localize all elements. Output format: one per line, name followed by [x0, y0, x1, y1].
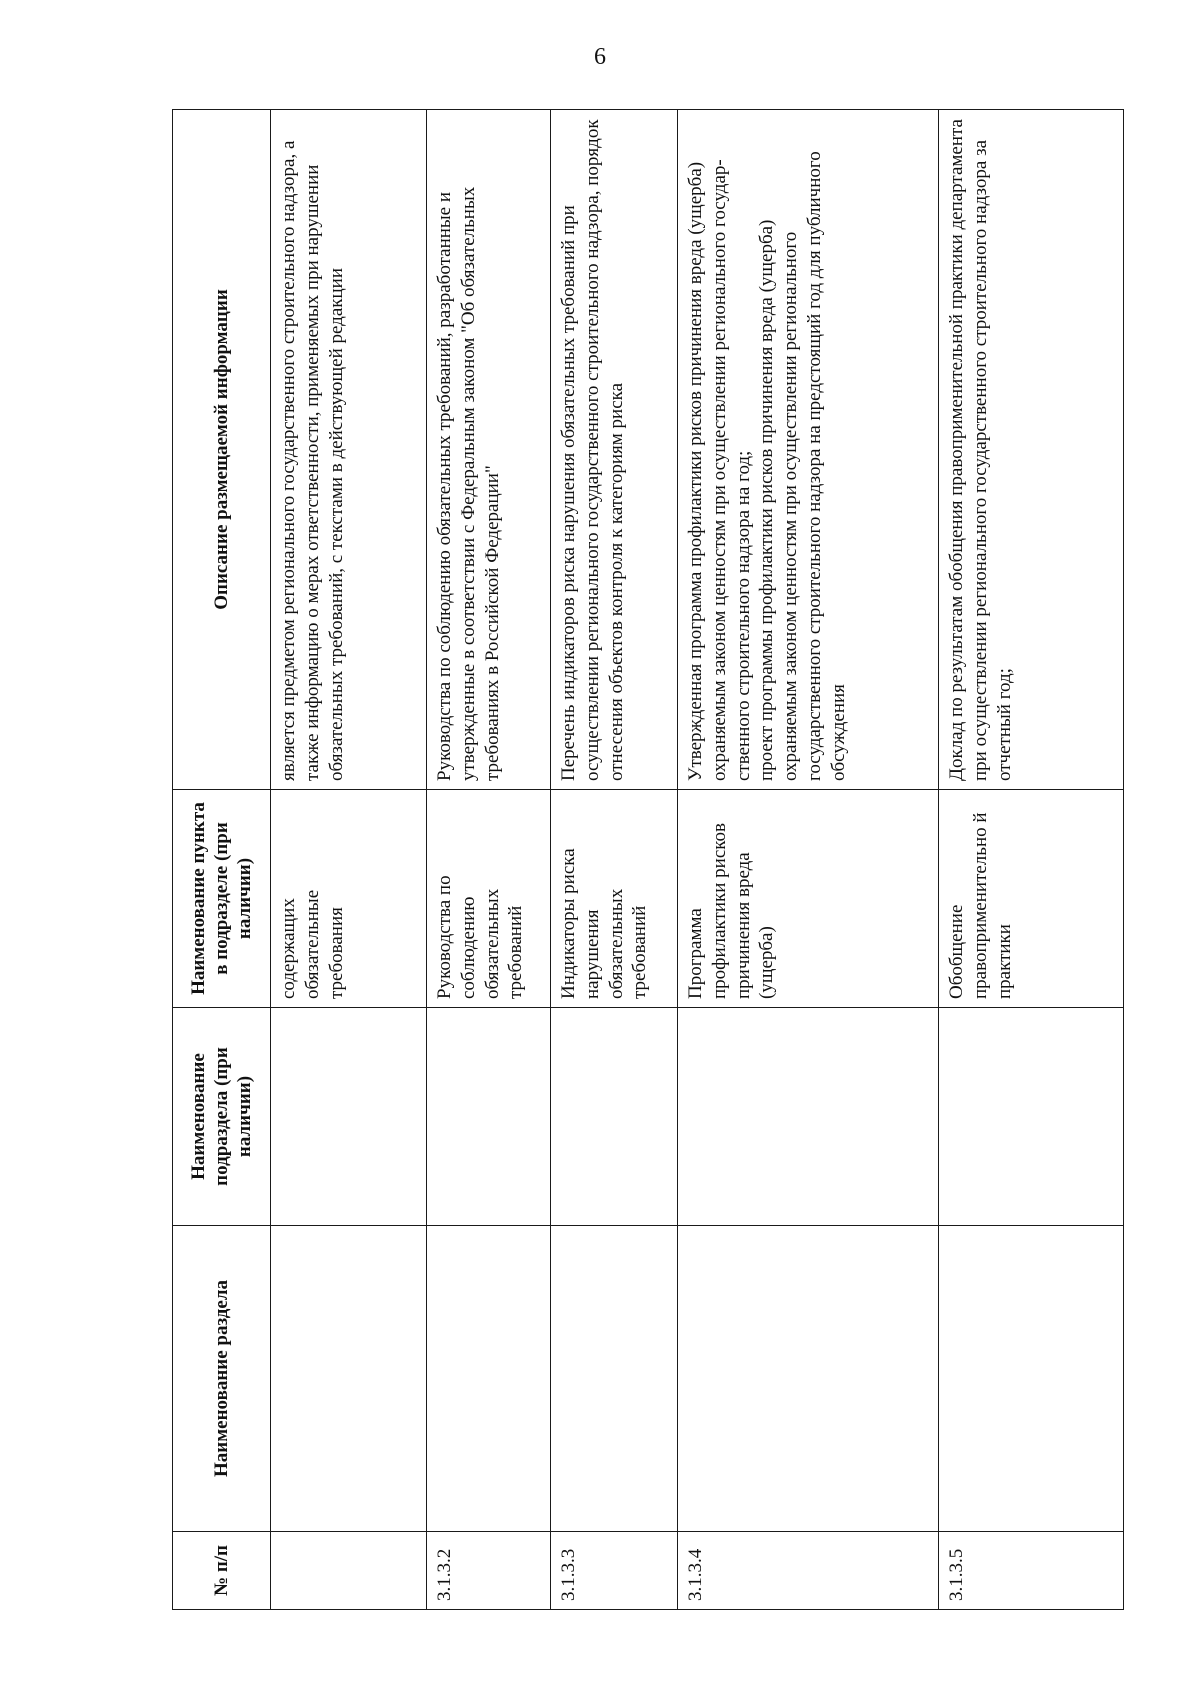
cell-section	[678, 1226, 939, 1532]
information-table	[172, 109, 1124, 1610]
header-num: № п/п	[173, 1532, 271, 1610]
description-paragraph: проект программы профилактики рисков причинения вреда (ущерба) охраняемым законом ценностям при осуществлении регионального государственного строительного надзора на предстоящий год для публичного обсуждения	[756, 151, 849, 781]
table-row	[271, 110, 427, 1610]
cell-subsection	[678, 1008, 939, 1226]
table-row	[551, 110, 678, 1610]
cell-num: 3.1.3.4	[678, 1532, 939, 1610]
cell-subsection	[427, 1008, 551, 1226]
table-row	[678, 110, 939, 1610]
table-header-row	[173, 110, 271, 1610]
cell-item: Обобщение правоприменительно й практики	[939, 790, 1124, 1008]
cell-description: Доклад по результатам обобщения правоприменительной практики департамента при осуществлении регионального государственного строительного надзора за отчетный год;	[939, 110, 1124, 790]
table-row	[427, 110, 551, 1610]
header-section: Наименование раздела	[173, 1226, 271, 1532]
cell-num	[271, 1532, 427, 1610]
cell-item: содержащих обязательные требования	[271, 790, 427, 1008]
rotated-table-container	[172, 110, 1123, 1610]
header-description: Описание размещаемой информации	[173, 110, 271, 790]
cell-section	[427, 1226, 551, 1532]
cell-subsection	[939, 1008, 1124, 1226]
page-number: 6	[594, 44, 606, 70]
cell-item: Руководства по соблюдению обязательных требований	[427, 790, 551, 1008]
cell-subsection	[551, 1008, 678, 1226]
cell-description: Перечень индикаторов риска нарушения обязательных требований при осуществлении регионального государственного строительного надзора, порядок отнесения объектов контроля к категориям риска	[551, 110, 678, 790]
header-subsection: Наименование подраздела (при наличии)	[173, 1008, 271, 1226]
table-row	[939, 110, 1124, 1610]
cell-section	[271, 1226, 427, 1532]
cell-description: является предметом регионального государственного строительного надзора, а также информацию о мерах ответственности, применяемых при нарушении обязательных требований, с текстами в действующей редакции	[271, 110, 427, 790]
cell-num: 3.1.3.5	[939, 1532, 1124, 1610]
cell-subsection	[271, 1008, 427, 1226]
cell-section	[551, 1226, 678, 1532]
header-item: Наименование пункта в подразделе (при наличии)	[173, 790, 271, 1008]
cell-description: Руководства по соблюдению обязательных требований, разработанные и утвержденные в соответствии с Федеральным законом "Об обязательных требованиях в Российской Федерации"	[427, 110, 551, 790]
cell-item: Программа профилактики рисков причинения вреда (ущерба)	[678, 790, 939, 1008]
cell-num: 3.1.3.3	[551, 1532, 678, 1610]
cell-section	[939, 1226, 1124, 1532]
cell-item: Индикаторы риска нарушения обязательных требований	[551, 790, 678, 1008]
description-paragraph: Утвержденная программа профилактики рисков причинения вреда (ущерба) охраняемым законом ценностям при осуществлении регионального государ-ственного строительного надзора на год;	[685, 159, 754, 781]
cell-description	[678, 110, 939, 790]
cell-num: 3.1.3.2	[427, 1532, 551, 1610]
